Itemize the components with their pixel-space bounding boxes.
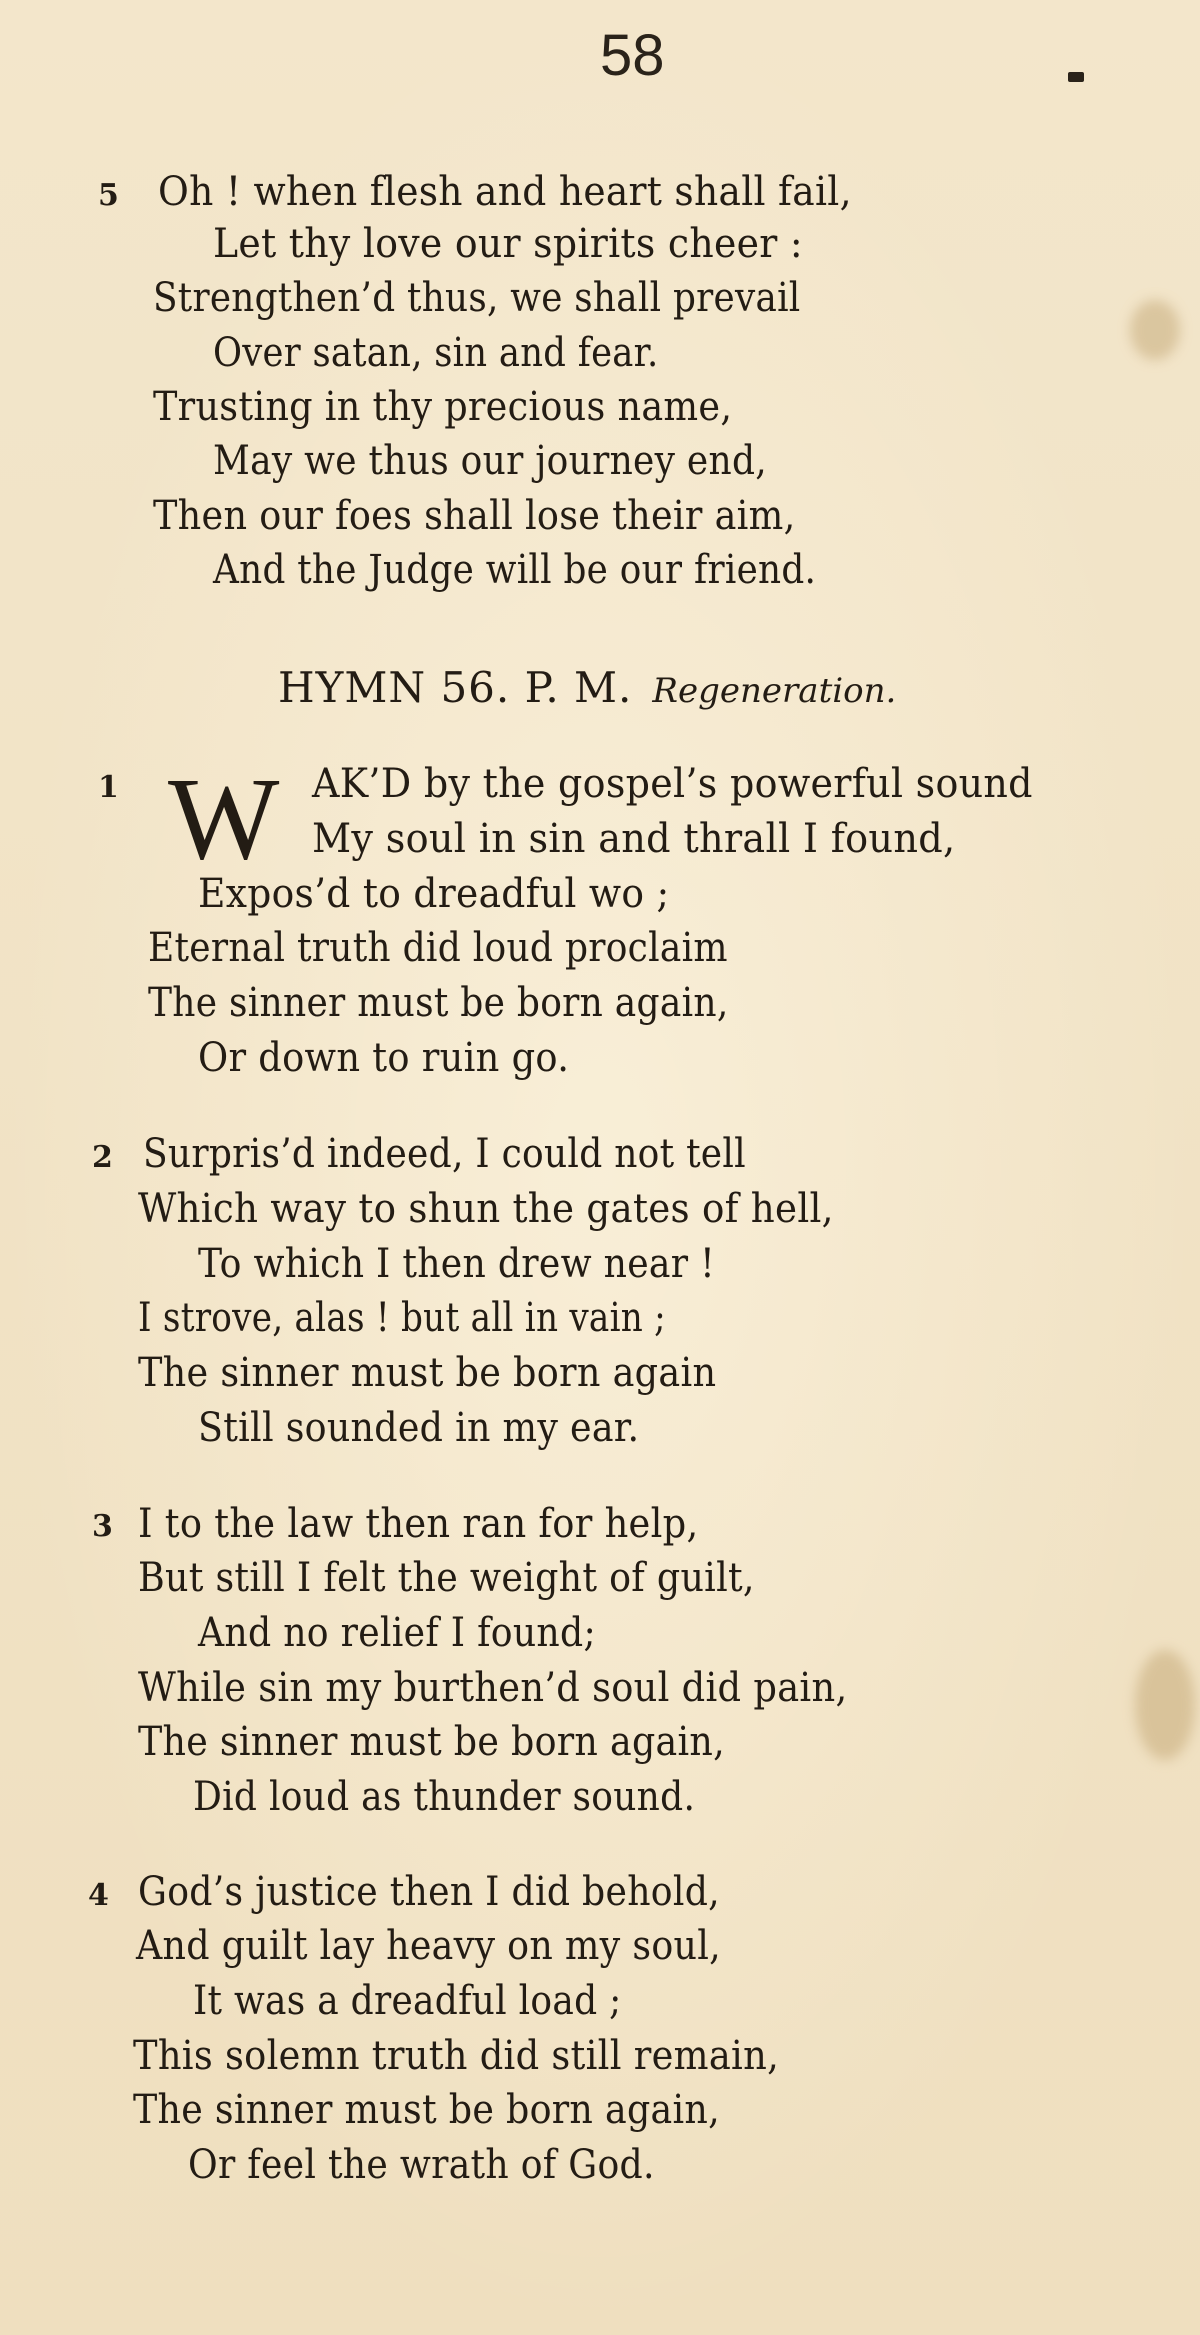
verse-line: Oh ! when flesh and heart shall fail, [158, 169, 852, 215]
verse-line: Over satan, sin and fear. [213, 330, 659, 376]
verse-line: Did loud as thunder sound. [193, 1774, 696, 1820]
verse-line: But still I felt the weight of guilt, [138, 1555, 755, 1601]
verse-line: The sinner must be born again, [133, 2087, 720, 2133]
paper-stain [1130, 300, 1180, 360]
paper-stain [1135, 1650, 1195, 1760]
hymn-heading [278, 663, 896, 712]
verse-line: The sinner must be born again [138, 1350, 717, 1396]
verse-line: Surpris’d indeed, I could not tell [143, 1131, 746, 1177]
verse-number: 2 [92, 1140, 113, 1175]
verse-line: AK’D by the gospel’s powerful sound [312, 761, 1033, 807]
verse-line: To which I then drew near ! [198, 1241, 715, 1287]
verse-number: 1 [98, 770, 119, 805]
verse-line: It was a dreadful load ; [193, 1978, 622, 2024]
verse-line: Which way to shun the gates of hell, [138, 1186, 834, 1232]
page-mark [1068, 72, 1084, 82]
hymn-subject: Regeneration. [652, 671, 897, 711]
verse-line: And no relief I found; [198, 1610, 596, 1656]
hymn-number: HYMN 56. P. M. [278, 663, 633, 712]
verse-line: The sinner must be born again, [138, 1719, 725, 1765]
verse-line: I to the law then ran for help, [138, 1501, 699, 1547]
verse-line: Eternal truth did loud proclaim [148, 925, 728, 971]
verse-line: Let thy love our spirits cheer : [213, 221, 803, 267]
verse-line: Still sounded in my ear. [198, 1405, 640, 1451]
verse-line: Or down to ruin go. [198, 1035, 570, 1081]
verse-number: 4 [88, 1878, 109, 1913]
verse-line: Expos’d to dreadful wo ; [198, 871, 670, 917]
verse-line: My soul in sin and thrall I found, [312, 816, 956, 862]
verse-line: Trusting in thy precious name, [153, 384, 733, 430]
verse-line: And guilt lay heavy on my soul, [136, 1923, 721, 1969]
verse-line: I strove, alas ! but all in vain ; [138, 1295, 666, 1341]
page-number: 58 [600, 23, 665, 88]
verse-line: Then our foes shall lose their aim, [153, 493, 796, 539]
verse-line: Strengthen’d thus, we shall prevail [153, 275, 801, 321]
drop-cap: W [168, 753, 280, 884]
verse-line: This solemn truth did still remain, [133, 2033, 780, 2079]
verse-line: Or feel the wrath of God. [188, 2142, 655, 2188]
verse-line: May we thus our journey end, [213, 438, 767, 484]
verse-line: While sin my burthen’d soul did pain, [138, 1665, 848, 1711]
verse-line: The sinner must be born again, [148, 980, 729, 1026]
verse-number: 5 [98, 178, 119, 213]
verse-line: And the Judge will be our friend. [213, 547, 817, 593]
verse-number: 3 [92, 1509, 113, 1544]
verse-line: God’s justice then I did behold, [138, 1869, 720, 1915]
